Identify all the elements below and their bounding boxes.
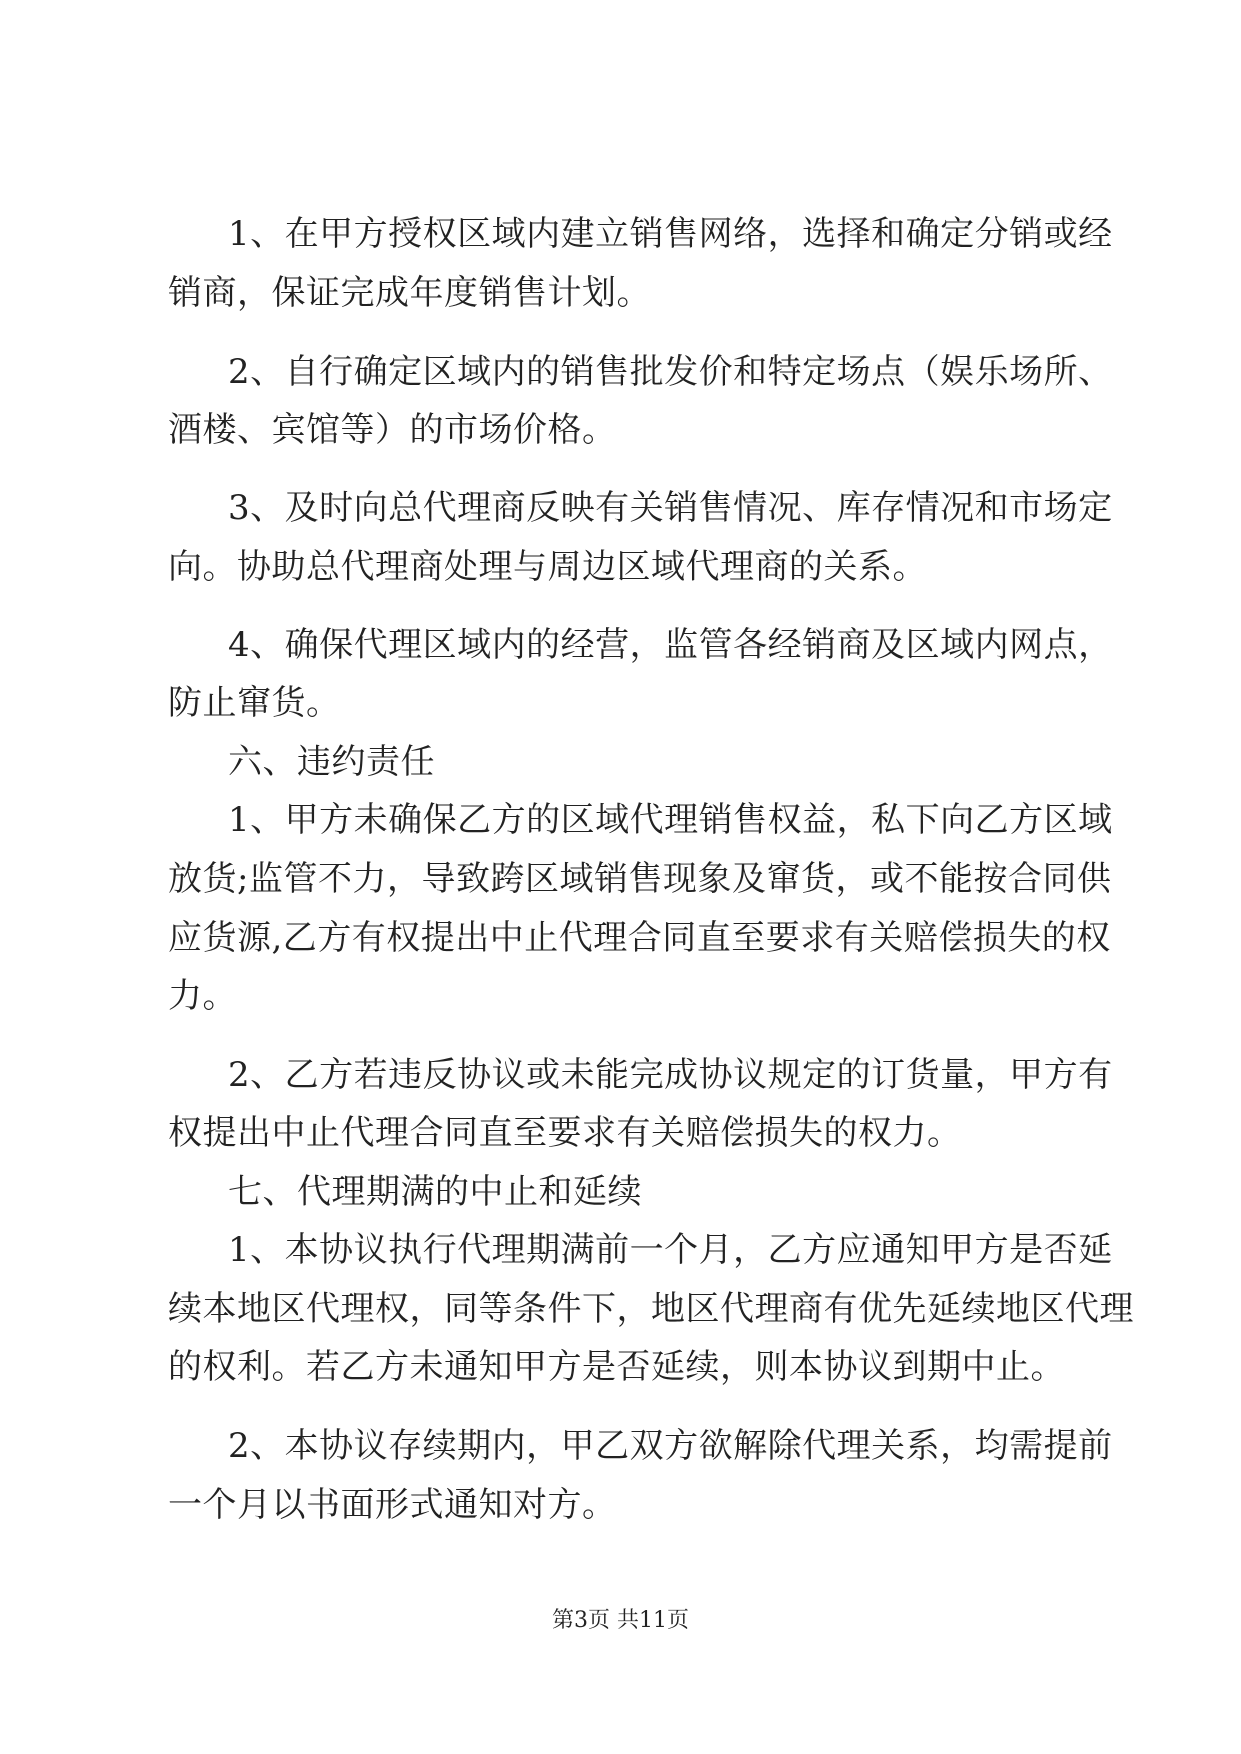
paragraph-line: 的权利。若乙方未通知甲方是否延续，则本协议到期中止。 [168,1347,1065,1387]
paragraph-line: 2、乙方若违反协议或未能完成协议规定的订货量，甲方有 [228,1055,1113,1095]
paragraph-line: 1、甲方未确保乙方的区域代理销售权益，私下向乙方区域 [228,800,1113,840]
paragraph-line: 1、本协议执行代理期满前一个月，乙方应通知甲方是否延 [228,1230,1113,1270]
paragraph-line: 防止窜货。 [168,683,341,723]
paragraph-line: 2、自行确定区域内的销售批发价和特定场点（娱乐场所、 [228,352,1113,392]
paragraph-line: 1、在甲方授权区域内建立销售网络，选择和确定分销或经 [228,214,1113,254]
page-number-footer: 第3页 共11页 [552,1608,689,1633]
paragraph-line: 4、确保代理区域内的经营，监管各经销商及区域内网点， [228,625,1113,665]
paragraph-line: 力。 [168,976,237,1016]
paragraph-line: 酒楼、宾馆等）的市场价格。 [168,410,617,450]
paragraph-line: 放货;监管不力，导致跨区域销售现象及窜货，或不能按合同供 [168,859,1112,899]
section-heading: 七、代理期满的中止和延续 [228,1172,642,1212]
paragraph-line: 应货源,乙方有权提出中止代理合同直至要求有关赔偿损失的权 [168,918,1111,958]
paragraph-line: 向。协助总代理商处理与周边区域代理商的关系。 [168,547,927,587]
paragraph-line: 一个月以书面形式通知对方。 [168,1485,617,1525]
paragraph-line: 续本地区代理权，同等条件下，地区代理商有优先延续地区代理 [168,1289,1134,1329]
section-heading: 六、违约责任 [228,742,435,782]
paragraph-line: 3、及时向总代理商反映有关销售情况、库存情况和市场定 [228,488,1113,528]
paragraph-line: 2、本协议存续期内，甲乙双方欲解除代理关系，均需提前 [228,1426,1113,1466]
paragraph-line: 权提出中止代理合同直至要求有关赔偿损失的权力。 [168,1113,962,1153]
paragraph-line: 销商，保证完成年度销售计划。 [168,273,651,313]
